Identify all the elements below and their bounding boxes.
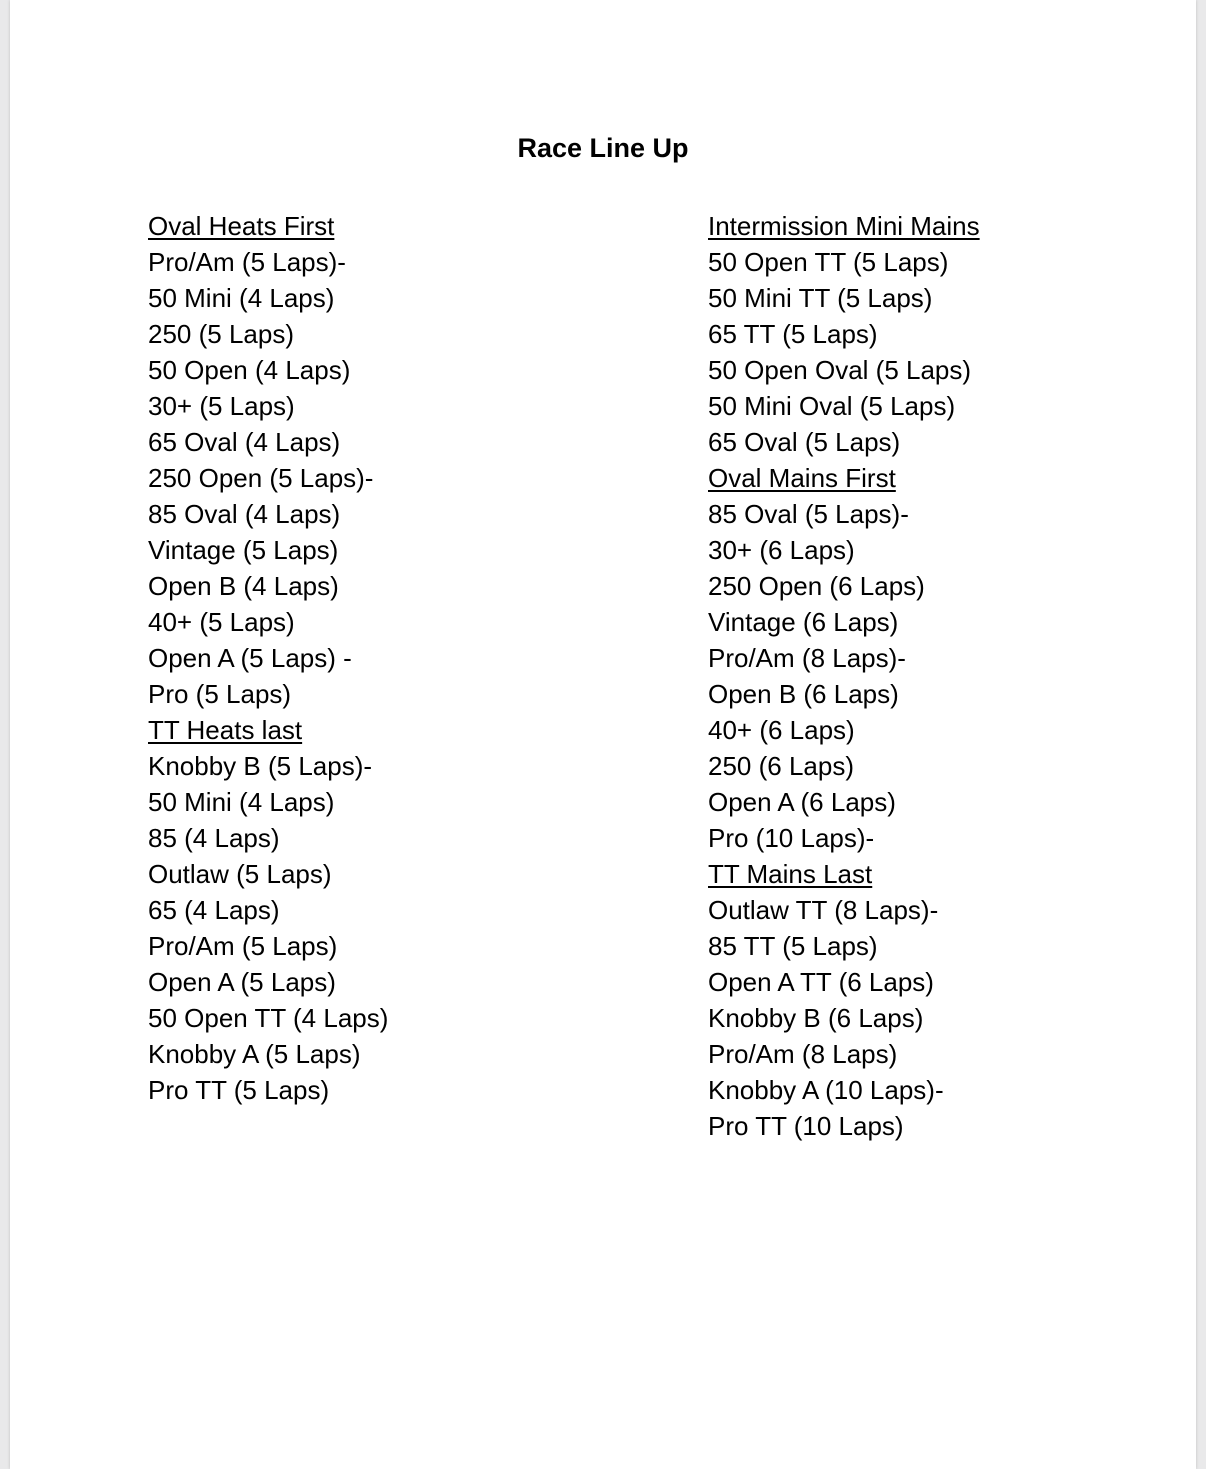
race-entry: 50 Mini (4 Laps): [148, 787, 335, 817]
race-entry: Pro/Am (5 Laps): [148, 931, 338, 961]
race-entry: Pro TT (5 Laps): [148, 1075, 330, 1105]
race-entry: Vintage (5 Laps): [148, 535, 339, 565]
race-entry: Vintage (6 Laps): [708, 607, 899, 637]
race-entry: Outlaw (5 Laps): [148, 859, 332, 889]
race-entry: Knobby A (5 Laps): [148, 1039, 361, 1069]
race-entry: 85 Oval (4 Laps): [148, 499, 341, 529]
race-entry: 250 (6 Laps): [708, 751, 854, 781]
race-entry: 50 Open TT (4 Laps): [148, 1003, 389, 1033]
race-entry: Knobby B (6 Laps): [708, 1003, 924, 1033]
race-entry: 50 Open (4 Laps): [148, 355, 351, 385]
race-entry: 30+ (6 Laps): [708, 535, 855, 565]
race-entry: Pro/Am (8 Laps): [708, 1039, 898, 1069]
race-entry: 65 TT (5 Laps): [708, 319, 878, 349]
section-heading: Oval Heats First: [148, 211, 335, 241]
race-entry: 50 Open TT (5 Laps): [708, 247, 949, 277]
race-entry: Open A (5 Laps) -: [148, 643, 352, 673]
race-entry: Open A (5 Laps): [148, 967, 336, 997]
race-entry: 85 (4 Laps): [148, 823, 280, 853]
race-entry: Open A TT (6 Laps): [708, 967, 934, 997]
race-entry: 65 Oval (5 Laps): [708, 427, 901, 457]
race-entry: 50 Mini (4 Laps): [148, 283, 335, 313]
race-entry: 65 Oval (4 Laps): [148, 427, 341, 457]
race-entry: Pro/Am (8 Laps)-: [708, 643, 906, 673]
race-entry: Pro TT (10 Laps): [708, 1111, 904, 1141]
race-entry: Open B (6 Laps): [708, 679, 899, 709]
race-entry: 85 Oval (5 Laps)-: [708, 499, 909, 529]
race-entry: Knobby A (10 Laps)-: [708, 1075, 944, 1105]
page-title: Race Line Up: [517, 133, 689, 163]
race-entry: 50 Open Oval (5 Laps): [708, 355, 972, 385]
race-entry: 250 Open (6 Laps): [708, 571, 925, 601]
right-column: [708, 208, 980, 1144]
document-page: [10, 0, 1196, 1469]
race-entry: 85 TT (5 Laps): [708, 931, 878, 961]
section-heading: Oval Mains First: [708, 463, 896, 493]
race-entry: Open B (4 Laps): [148, 571, 339, 601]
race-entry: Pro/Am (5 Laps)-: [148, 247, 346, 277]
race-entry: 65 (4 Laps): [148, 895, 280, 925]
race-entry: Pro (10 Laps)-: [708, 823, 875, 853]
race-entry: 250 Open (5 Laps)-: [148, 463, 374, 493]
race-entry: Outlaw TT (8 Laps)-: [708, 895, 939, 925]
race-entry: Pro (5 Laps): [148, 679, 292, 709]
race-entry: 250 (5 Laps): [148, 319, 294, 349]
race-entry: Open A (6 Laps): [708, 787, 896, 817]
race-entry: Knobby B (5 Laps)-: [148, 751, 373, 781]
race-entry: 50 Mini TT (5 Laps): [708, 283, 933, 313]
race-entry: 40+ (5 Laps): [148, 607, 295, 637]
left-column: [148, 208, 388, 1108]
section-heading: Intermission Mini Mains: [708, 211, 980, 241]
section-heading: TT Heats last: [148, 715, 303, 745]
race-entry: 40+ (6 Laps): [708, 715, 855, 745]
race-entry: 50 Mini Oval (5 Laps): [708, 391, 956, 421]
race-entry: 30+ (5 Laps): [148, 391, 295, 421]
section-heading: TT Mains Last: [708, 859, 873, 889]
